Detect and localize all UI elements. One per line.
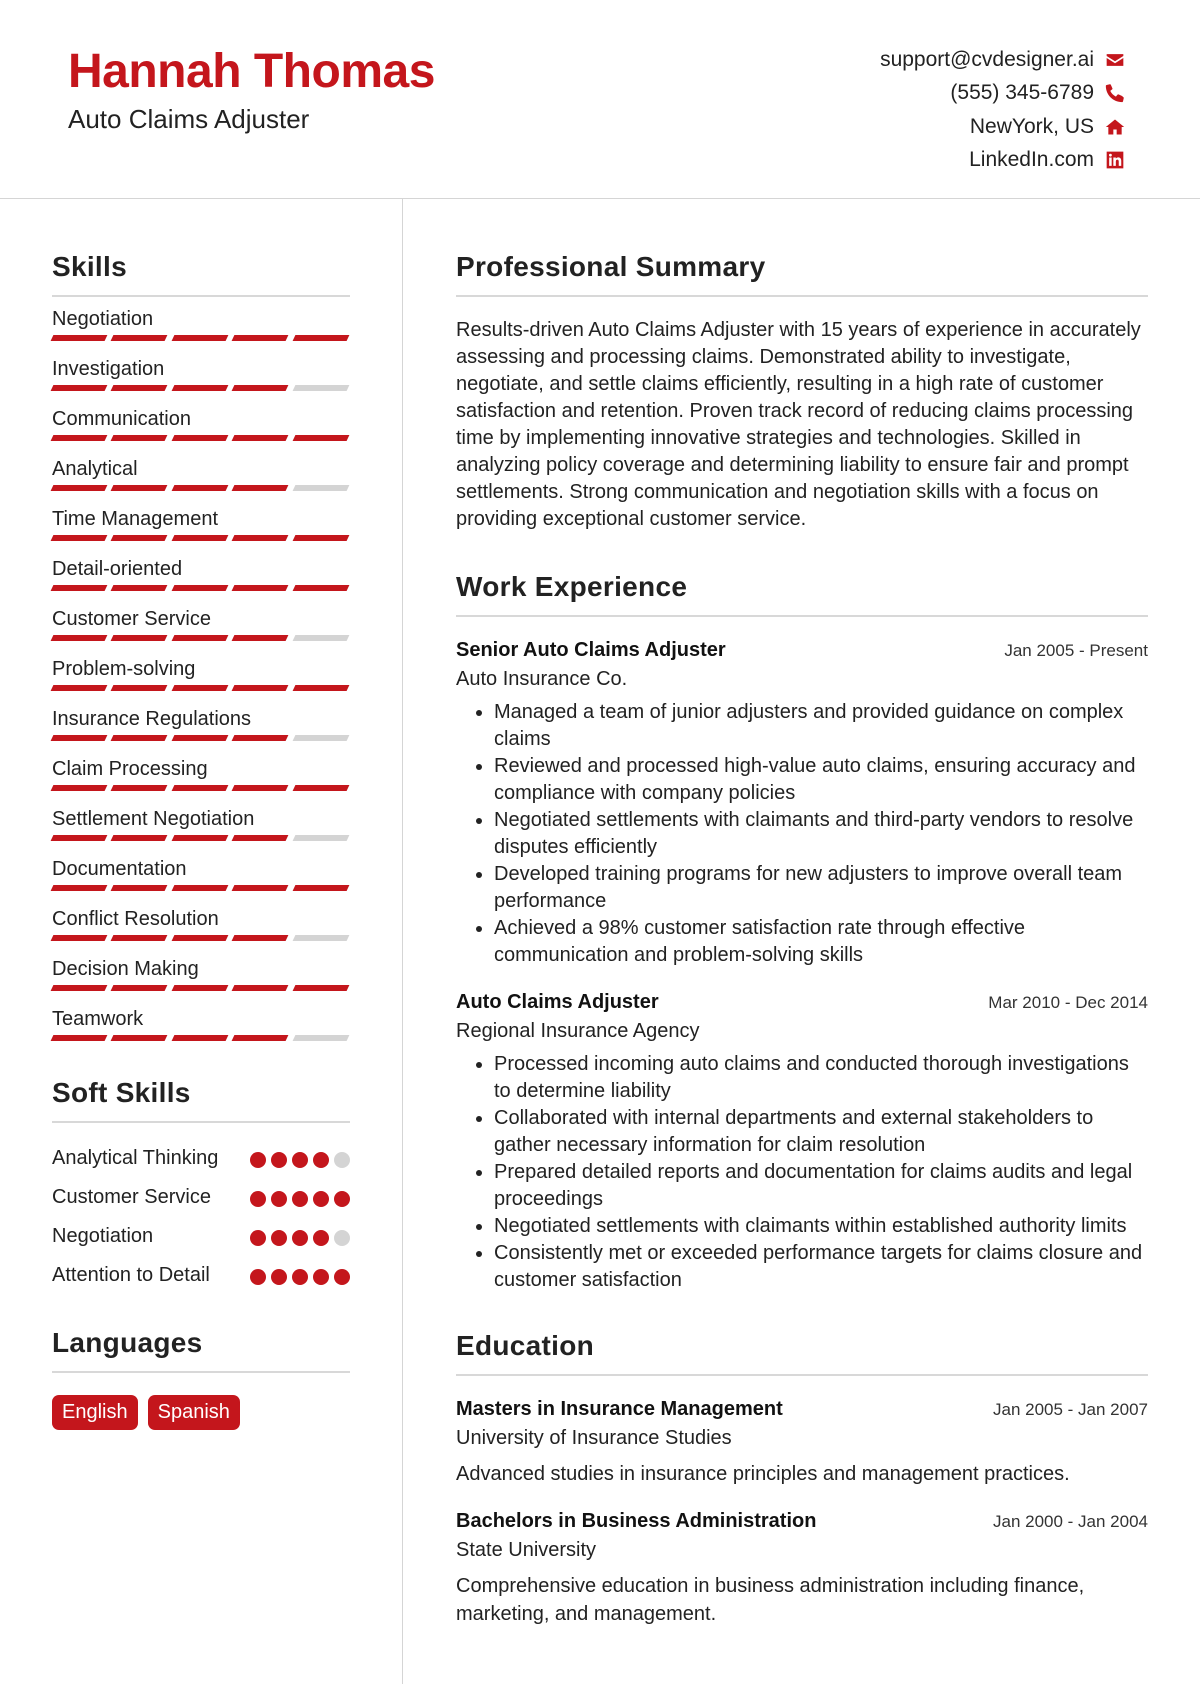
skill-item bbox=[52, 897, 350, 947]
contact-linkedin[interactable] bbox=[706, 144, 1126, 178]
skill-label: Teamwork bbox=[52, 1008, 144, 1030]
job-bullet: • Negotiated settlements with claimants within established authority limits bbox=[494, 1213, 1148, 1240]
skill-rating-segment bbox=[232, 685, 289, 691]
skill-rating-segment bbox=[51, 385, 108, 391]
soft-skill-rating bbox=[250, 1223, 350, 1246]
skill-item bbox=[52, 947, 350, 997]
soft-skill-label: Attention to Detail bbox=[52, 1264, 210, 1286]
job-bullet: • Collaborated with internal departments and external stakeholders to gather necessary information for claim resolution bbox=[494, 1105, 1148, 1159]
education-entry bbox=[456, 1398, 1148, 1488]
rating-dot bbox=[313, 1152, 329, 1168]
sidebar bbox=[52, 199, 350, 1430]
languages-list bbox=[52, 1395, 350, 1430]
rating-dot bbox=[292, 1191, 308, 1207]
rating-dot bbox=[250, 1269, 266, 1285]
skill-rating-segment bbox=[292, 1035, 349, 1041]
skill-rating-segment bbox=[51, 785, 108, 791]
skill-rating-segment bbox=[51, 485, 108, 491]
summary-text: Results-driven Auto Claims Adjuster with 15 years of experience in accurately assessing and processing claims. Demonstrated ability to investigate, negotiate, and settle claims efficiently, resulting in a high rate of customer satisfaction and retention. Proven track record of reducing claims processing time by implementing innovative strategies and technologies. Skilled in analyzing policy coverage and determining liability to ensure fair and prompt settlements. Strong communication and negotiation skills with a focus on providing exceptional customer service. bbox=[456, 319, 1141, 530]
skill-rating-segment bbox=[51, 735, 108, 741]
skill-rating-segment bbox=[111, 485, 168, 491]
skill-rating-segment bbox=[51, 585, 108, 591]
skill-rating-segment bbox=[111, 385, 168, 391]
skill-rating-segment bbox=[232, 735, 289, 741]
skill-rating-segment bbox=[171, 385, 228, 391]
job-bullet: • Processed incoming auto claims and conducted thorough investigations to determine liability bbox=[494, 1051, 1148, 1105]
candidate-name: Hannah Thomas bbox=[68, 45, 435, 98]
job-title: Senior Auto Claims Adjuster bbox=[456, 639, 726, 661]
skill-rating-segment bbox=[111, 1035, 168, 1041]
soft-skill-label: Analytical Thinking bbox=[52, 1147, 219, 1169]
skill-item bbox=[52, 747, 350, 797]
skill-rating-segment bbox=[292, 985, 349, 991]
skill-rating-segment bbox=[232, 585, 289, 591]
skill-rating-segment bbox=[171, 735, 228, 741]
skill-rating-segment bbox=[111, 535, 168, 541]
school-name: University of Insurance Studies bbox=[456, 1427, 732, 1449]
skill-item bbox=[52, 547, 350, 597]
rating-dot bbox=[250, 1152, 266, 1168]
skill-rating-segment bbox=[51, 535, 108, 541]
soft-skill-item bbox=[52, 1145, 350, 1172]
skill-rating-segment bbox=[51, 1035, 108, 1041]
skill-rating-segment bbox=[292, 685, 349, 691]
skill-item bbox=[52, 497, 350, 547]
skill-rating-bar bbox=[52, 485, 350, 491]
skill-label: Claim Processing bbox=[52, 758, 208, 780]
skill-rating-bar bbox=[52, 885, 350, 891]
language-badge: English bbox=[52, 1395, 138, 1430]
rating-dot bbox=[271, 1230, 287, 1246]
soft-skills-heading: Soft Skills bbox=[52, 1077, 350, 1123]
resume-header bbox=[0, 0, 1200, 199]
skill-rating-segment bbox=[232, 435, 289, 441]
skill-rating-segment bbox=[51, 885, 108, 891]
education-dates: Jan 2000 - Jan 2004 bbox=[992, 1512, 1148, 1531]
education-entry bbox=[456, 1510, 1148, 1628]
job-dates: Jan 2005 - Present bbox=[1004, 641, 1148, 660]
skill-rating-segment bbox=[232, 835, 289, 841]
summary-heading: Professional Summary bbox=[456, 251, 1148, 297]
skill-item bbox=[52, 797, 350, 847]
skill-item bbox=[52, 397, 350, 447]
skill-rating-bar bbox=[52, 385, 350, 391]
skill-rating-segment bbox=[111, 335, 168, 341]
job-bullet: • Reviewed and processed high-value auto claims, ensuring accuracy and compliance with company policies bbox=[494, 753, 1148, 807]
skill-rating-segment bbox=[292, 385, 349, 391]
job-bullet: • Consistently met or exceeded performance targets for claims closure and customer satisfaction bbox=[494, 1240, 1148, 1294]
skill-label: Negotiation bbox=[52, 308, 154, 330]
skill-rating-segment bbox=[232, 335, 289, 341]
skill-rating-segment bbox=[171, 485, 228, 491]
skill-rating-bar bbox=[52, 685, 350, 691]
contact-phone[interactable] bbox=[706, 77, 1126, 111]
soft-skill-label: Customer Service bbox=[52, 1186, 211, 1208]
skill-rating-segment bbox=[292, 585, 349, 591]
skill-rating-segment bbox=[111, 835, 168, 841]
skill-rating-segment bbox=[51, 935, 108, 941]
skill-label: Detail-oriented bbox=[52, 558, 183, 580]
soft-skill-rating bbox=[250, 1145, 350, 1168]
skill-rating-segment bbox=[171, 785, 228, 791]
soft-skill-item bbox=[52, 1262, 350, 1289]
rating-dot bbox=[271, 1269, 287, 1285]
skill-rating-bar bbox=[52, 335, 350, 341]
contact-list bbox=[706, 43, 1126, 177]
skill-item bbox=[52, 447, 350, 497]
skill-label: Insurance Regulations bbox=[52, 708, 252, 730]
skill-rating-segment bbox=[171, 585, 228, 591]
contact-location bbox=[706, 110, 1126, 144]
skill-rating-segment bbox=[51, 635, 108, 641]
skill-rating-bar bbox=[52, 935, 350, 941]
soft-skill-item bbox=[52, 1184, 350, 1211]
skill-item bbox=[52, 297, 350, 347]
skill-item bbox=[52, 647, 350, 697]
skill-rating-segment bbox=[111, 635, 168, 641]
skill-label: Settlement Negotiation bbox=[52, 808, 255, 830]
language-badge: Spanish bbox=[148, 1395, 240, 1430]
candidate-title: Auto Claims Adjuster bbox=[68, 104, 310, 134]
school-name: State University bbox=[456, 1539, 597, 1561]
skill-item bbox=[52, 997, 350, 1047]
degree-title: Masters in Insurance Management bbox=[456, 1398, 783, 1420]
skill-rating-segment bbox=[111, 435, 168, 441]
job-entry bbox=[456, 639, 1148, 969]
contact-location-text: NewYork, US bbox=[969, 114, 1094, 138]
skill-rating-segment bbox=[292, 485, 349, 491]
skill-rating-bar bbox=[52, 785, 350, 791]
skill-rating-segment bbox=[171, 435, 228, 441]
skill-rating-segment bbox=[171, 685, 228, 691]
soft-skill-item bbox=[52, 1223, 350, 1250]
job-bullet: • Achieved a 98% customer satisfaction rate through effective communication and problem-solving skills bbox=[494, 915, 1148, 969]
skill-rating-segment bbox=[292, 835, 349, 841]
experience-heading: Work Experience bbox=[456, 571, 1148, 617]
education-description: Comprehensive education in business administration including finance, marketing, and management. bbox=[456, 1575, 1085, 1625]
job-dates: Mar 2010 - Dec 2014 bbox=[988, 993, 1148, 1012]
skill-rating-segment bbox=[292, 785, 349, 791]
degree-title: Bachelors in Business Administration bbox=[456, 1510, 817, 1532]
skill-rating-segment bbox=[171, 335, 228, 341]
skills-list bbox=[52, 297, 350, 1047]
skill-rating-segment bbox=[111, 785, 168, 791]
skill-label: Documentation bbox=[52, 858, 187, 880]
soft-skill-rating bbox=[250, 1184, 350, 1207]
skill-rating-segment bbox=[111, 585, 168, 591]
skill-rating-segment bbox=[292, 885, 349, 891]
skill-rating-segment bbox=[51, 985, 108, 991]
skill-rating-segment bbox=[292, 635, 349, 641]
skill-rating-segment bbox=[51, 435, 108, 441]
skill-rating-segment bbox=[51, 335, 108, 341]
skill-rating-segment bbox=[292, 535, 349, 541]
contact-email[interactable] bbox=[706, 43, 1126, 77]
skill-label: Investigation bbox=[52, 358, 165, 380]
contact-linkedin-text: LinkedIn.com bbox=[969, 148, 1094, 172]
soft-skill-label: Negotiation bbox=[52, 1225, 154, 1247]
job-entry bbox=[456, 991, 1148, 1294]
education-dates: Jan 2005 - Jan 2007 bbox=[992, 1400, 1148, 1419]
contact-phone-text: (555) 345-6789 bbox=[950, 81, 1094, 105]
contact-email-text: support@cvdesigner.ai bbox=[880, 47, 1094, 71]
soft-skills-list bbox=[52, 1145, 350, 1289]
skill-rating-bar bbox=[52, 985, 350, 991]
skill-label: Communication bbox=[52, 408, 191, 430]
skill-rating-segment bbox=[111, 885, 168, 891]
rating-dot bbox=[334, 1230, 350, 1246]
skill-rating-segment bbox=[111, 935, 168, 941]
job-bullets bbox=[456, 1051, 1148, 1294]
rating-dot bbox=[250, 1230, 266, 1246]
skill-rating-bar bbox=[52, 435, 350, 441]
skill-rating-segment bbox=[51, 835, 108, 841]
rating-dot bbox=[292, 1269, 308, 1285]
envelope-icon bbox=[1104, 49, 1126, 71]
skill-rating-segment bbox=[292, 935, 349, 941]
skill-rating-segment bbox=[232, 985, 289, 991]
job-title: Auto Claims Adjuster bbox=[456, 991, 659, 1013]
skill-item bbox=[52, 347, 350, 397]
linkedin-icon bbox=[1104, 149, 1126, 171]
rating-dot bbox=[334, 1191, 350, 1207]
skill-rating-segment bbox=[111, 685, 168, 691]
job-bullet: • Negotiated settlements with claimants and third-party vendors to resolve disputes efficiently bbox=[494, 807, 1148, 861]
rating-dot bbox=[313, 1269, 329, 1285]
skill-label: Time Management bbox=[52, 508, 218, 530]
languages-heading: Languages bbox=[52, 1327, 350, 1373]
job-bullets bbox=[456, 699, 1148, 969]
skill-rating-segment bbox=[232, 1035, 289, 1041]
skill-rating-segment bbox=[292, 735, 349, 741]
rating-dot bbox=[271, 1152, 287, 1168]
rating-dot bbox=[334, 1269, 350, 1285]
skill-item bbox=[52, 847, 350, 897]
skill-label: Decision Making bbox=[52, 958, 199, 980]
job-company: Regional Insurance Agency bbox=[456, 1020, 700, 1042]
skill-rating-segment bbox=[171, 1035, 228, 1041]
skill-rating-segment bbox=[171, 535, 228, 541]
education-description: Advanced studies in insurance principles and management practices. bbox=[456, 1463, 1070, 1485]
skill-item bbox=[52, 597, 350, 647]
skill-label: Conflict Resolution bbox=[52, 908, 219, 930]
skill-rating-bar bbox=[52, 535, 350, 541]
skill-rating-bar bbox=[52, 635, 350, 641]
skill-label: Problem-solving bbox=[52, 658, 196, 680]
skill-rating-bar bbox=[52, 735, 350, 741]
skills-heading: Skills bbox=[52, 251, 350, 297]
skill-label: Customer Service bbox=[52, 608, 211, 630]
skill-rating-segment bbox=[232, 485, 289, 491]
main-content bbox=[456, 199, 1148, 1628]
skill-rating-segment bbox=[232, 935, 289, 941]
skill-rating-segment bbox=[232, 635, 289, 641]
job-bullet: • Prepared detailed reports and documentation for claims audits and legal proceedings bbox=[494, 1159, 1148, 1213]
skill-rating-bar bbox=[52, 585, 350, 591]
soft-skill-rating bbox=[250, 1262, 350, 1285]
skill-rating-bar bbox=[52, 1035, 350, 1041]
skill-rating-segment bbox=[232, 535, 289, 541]
job-company: Auto Insurance Co. bbox=[456, 668, 628, 690]
column-divider bbox=[402, 199, 403, 1684]
skill-rating-segment bbox=[171, 985, 228, 991]
rating-dot bbox=[292, 1230, 308, 1246]
rating-dot bbox=[271, 1191, 287, 1207]
rating-dot bbox=[313, 1191, 329, 1207]
skill-item bbox=[52, 697, 350, 747]
skill-rating-segment bbox=[292, 435, 349, 441]
skill-label: Analytical bbox=[52, 458, 138, 480]
skill-rating-segment bbox=[232, 885, 289, 891]
education-heading: Education bbox=[456, 1330, 1148, 1376]
rating-dot bbox=[292, 1152, 308, 1168]
skill-rating-bar bbox=[52, 835, 350, 841]
job-bullet: • Managed a team of junior adjusters and provided guidance on complex claims bbox=[494, 699, 1148, 753]
job-bullet: • Developed training programs for new adjusters to improve overall team performance bbox=[494, 861, 1148, 915]
rating-dot bbox=[250, 1191, 266, 1207]
skill-rating-segment bbox=[232, 785, 289, 791]
home-icon bbox=[1104, 116, 1126, 138]
skill-rating-segment bbox=[51, 685, 108, 691]
skill-rating-segment bbox=[171, 935, 228, 941]
phone-icon bbox=[1104, 82, 1126, 104]
skill-rating-segment bbox=[111, 735, 168, 741]
rating-dot bbox=[313, 1230, 329, 1246]
skill-rating-segment bbox=[171, 885, 228, 891]
rating-dot bbox=[334, 1152, 350, 1168]
skill-rating-segment bbox=[111, 985, 168, 991]
skill-rating-segment bbox=[292, 335, 349, 341]
skill-rating-segment bbox=[232, 385, 289, 391]
skill-rating-segment bbox=[171, 635, 228, 641]
skill-rating-segment bbox=[171, 835, 228, 841]
